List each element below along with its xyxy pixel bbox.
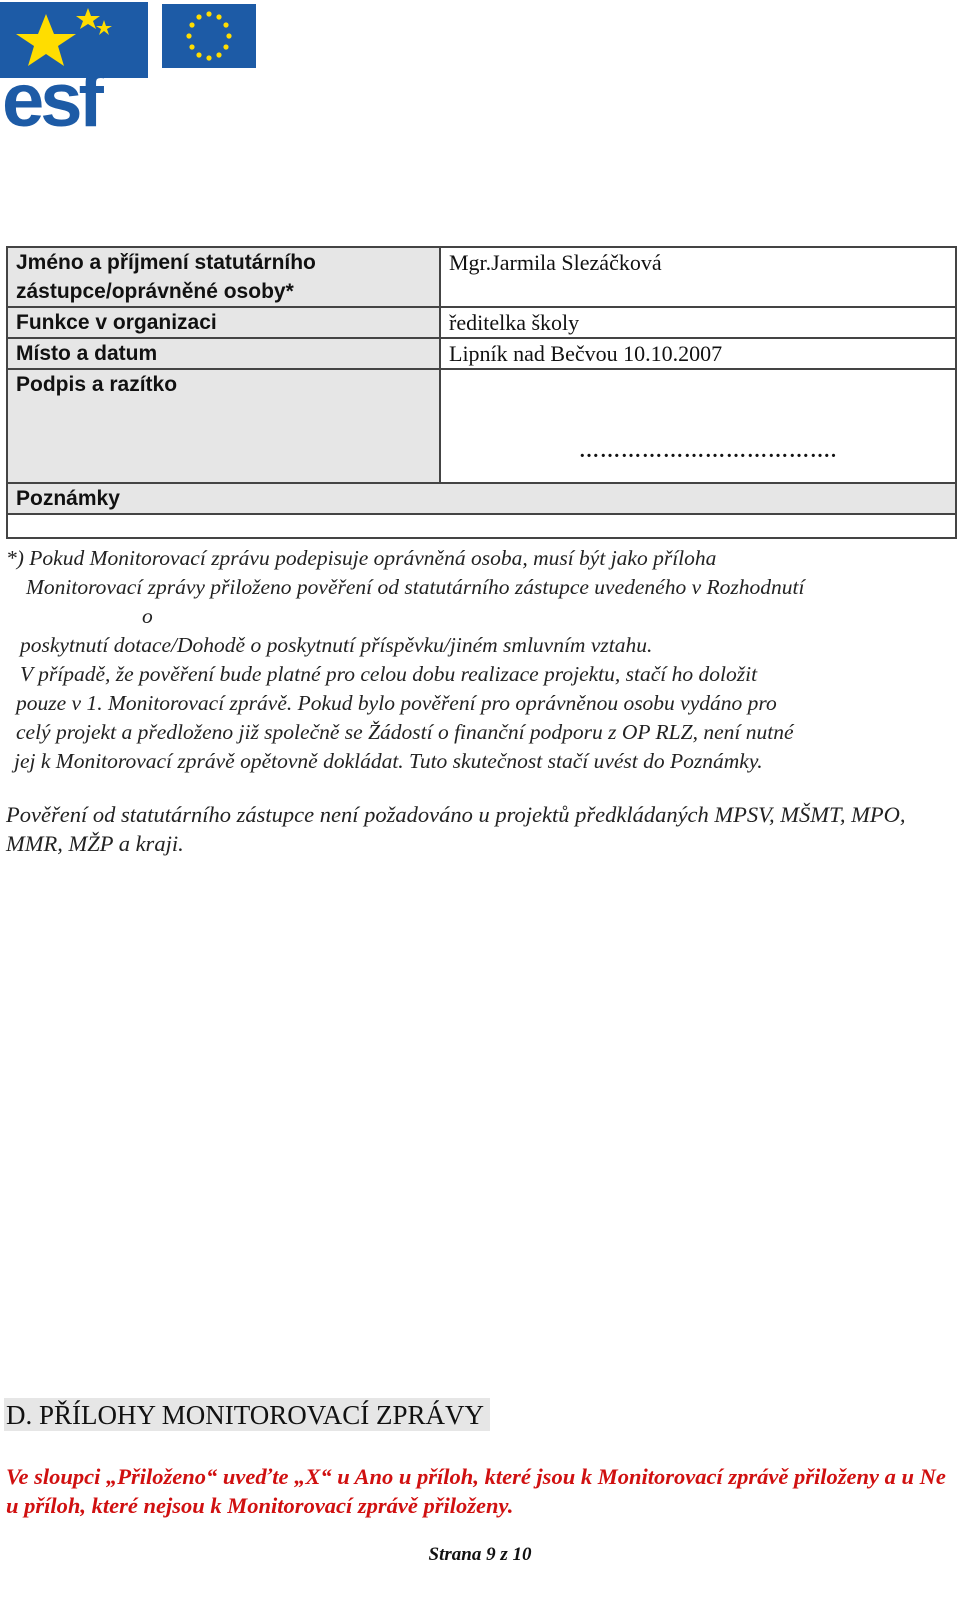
attachments-instruction: Ve sloupci „Přiloženo“ uveďte „X“ u Ano u příloh, které jsou k Monitorovací zprávě přiloženy a u Ne u příloh, které nejsou k Monitorovací zprávě přiloženy. [6, 1464, 946, 1518]
footnote-signature [6, 544, 946, 776]
authorization-note: Pověření od statutárního zástupce není požadováno u projektů předkládaných MPSV, MŠMT, MPO, MMR, MŽP a kraji. [6, 802, 906, 856]
value-function: ředitelka školy [440, 307, 956, 338]
footnote-line: celý projekt a předloženo již společně se Žádostí o finanční podporu z OP RLZ, není nutné [16, 720, 794, 744]
footnote-line: jej k Monitorovací zprávě opětovně dokládat. Tuto skutečnost stačí uvést do Poznámky. [14, 749, 763, 773]
footnote-line: pouze v 1. Monitorovací zprávě. Pokud bylo pověření pro oprávněnou osobu vydáno pro [16, 691, 777, 715]
value-name: Mgr.Jarmila Slezáčková [440, 247, 956, 307]
label-function: Funkce v organizaci [7, 307, 440, 338]
signature-table [6, 246, 957, 539]
label-place-date: Místo a datum [7, 338, 440, 369]
esf-logo [0, 0, 270, 140]
signature-cell [440, 369, 956, 483]
footnote-line: o [142, 604, 153, 628]
footnote-line: V případě, že pověření bude platné pro celou dobu realizace projektu, stačí ho doložit [20, 662, 758, 686]
label-notes: Poznámky [7, 483, 956, 514]
page-number: Strana 9 z 10 [428, 1544, 532, 1565]
svg-text:esf: esf [2, 58, 100, 140]
value-place-date: Lipník nad Bečvou 10.10.2007 [440, 338, 956, 369]
label-signature: Podpis a razítko [7, 369, 440, 483]
footnote-line: *) Pokud Monitorovací zprávu podepisuje oprávněná osoba, musí být jako příloha [6, 546, 717, 570]
label-name: Jméno a příjmení statutárního zástupce/oprávněné osoby* [7, 247, 440, 307]
footnote-line: Monitorovací zprávy přiloženo pověření od statutárního zástupce uvedeného v Rozhodnutí [26, 575, 805, 599]
footnote-line: poskytnutí dotace/Dohodě o poskytnutí příspěvku/jiném smluvním vztahu. [20, 633, 653, 657]
notes-field[interactable] [7, 514, 956, 538]
section-heading: D. PŘÍLOHY MONITOROVACÍ ZPRÁVY [4, 1398, 490, 1431]
signature-line: ………………………………. [579, 440, 837, 462]
